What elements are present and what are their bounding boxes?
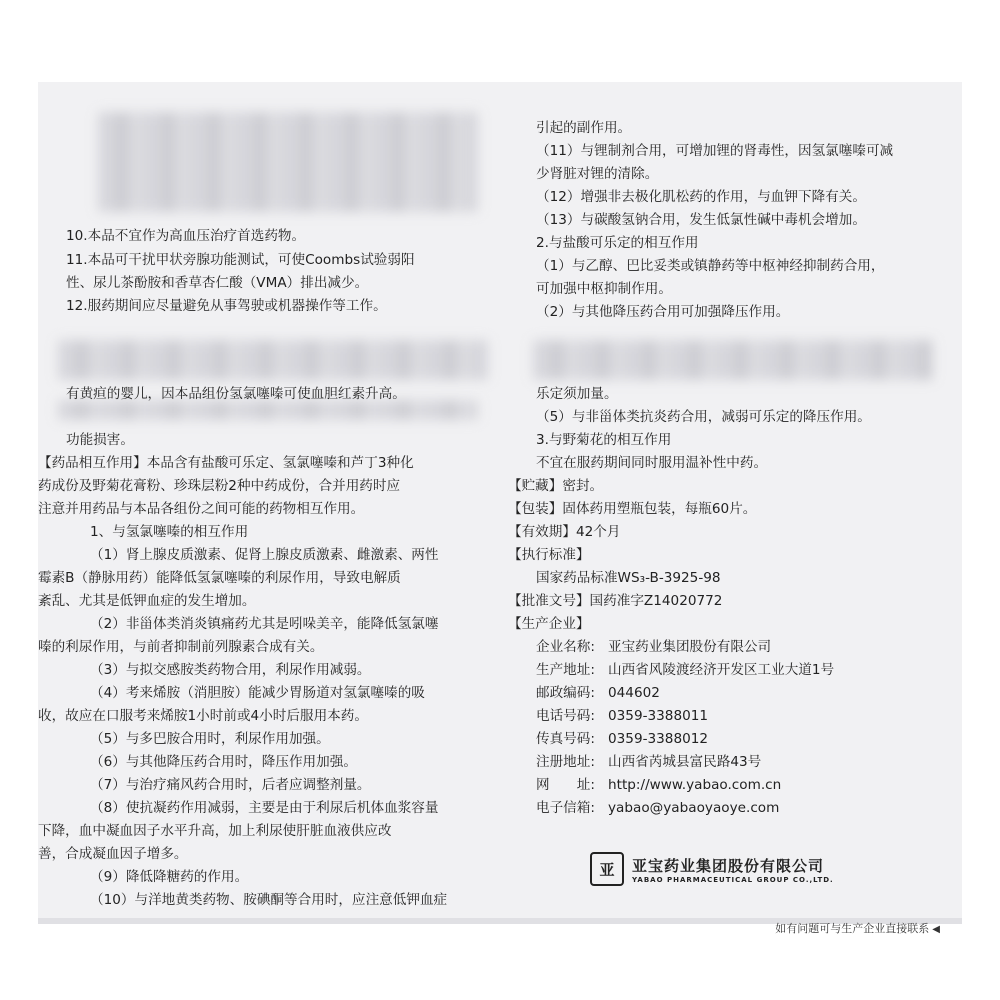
company-name-value: 亚宝药业集团股份有限公司	[608, 639, 772, 655]
text-line: （5）与多巴胺合用时，利尿作用加强。	[90, 731, 330, 747]
reg-address-value: 山西省芮城县富民路43号	[608, 754, 762, 770]
text-line: （6）与其他降压药合用时，降压作用加强。	[90, 754, 357, 770]
text-line: （10）与洋地黄类药物、胺碘酮等合用时，应注意低钾血症	[90, 892, 448, 908]
company-name-label: 企业名称:	[536, 639, 595, 655]
text-line: 不宜在服药期间同时服用温补性中药。	[536, 455, 768, 471]
tel-value: 0359-3388011	[608, 708, 709, 724]
reg-address-label: 注册地址:	[536, 754, 595, 770]
text-line: 善，合成凝血因子增多。	[38, 846, 188, 862]
text-line: （11）与锂制剂合用，可增加锂的肾毒性，因氢氯噻嗪可减	[536, 143, 894, 159]
standard-heading: 【执行标准】	[508, 547, 590, 563]
logo-name-en: YABAO PHARMACEUTICAL GROUP CO.,LTD.	[632, 875, 834, 884]
text-line: 11.本品可干扰甲状旁腺功能测试，可使Coombs试验弱阳	[66, 252, 415, 268]
blurred-region	[58, 340, 488, 380]
email-value: yabao@yabaoyaoye.com	[608, 800, 780, 816]
zip-label: 邮政编码:	[536, 685, 595, 701]
text-line: 嗪的利尿作用，与前者抑制前列腺素合成有关。	[38, 639, 324, 655]
address-value: 山西省风陵渡经济开发区工业大道1号	[608, 662, 835, 678]
expiry-line: 【有效期】42个月	[508, 524, 621, 540]
section-drug-interactions: 【药品相互作用】本品含有盐酸可乐定、氢氯噻嗪和芦丁3种化	[38, 455, 414, 471]
text-line: 1、与氢氯噻嗪的相互作用	[90, 524, 249, 540]
fax-value: 0359-3388012	[608, 731, 709, 747]
text-line: （7）与治疗痛风药合用时，后者应调整剂量。	[90, 777, 371, 793]
blurred-region	[533, 340, 933, 380]
zip-value: 044602	[608, 685, 660, 701]
text-line: 可加强中枢抑制作用。	[536, 281, 672, 297]
leaflet-sheet	[38, 82, 962, 924]
text-line: 药成份及野菊花膏粉、珍珠层粉2种中药成份，合并用药时应	[38, 478, 401, 494]
text-line: （2）非甾体类消炎镇痛药尤其是吲哚美辛，能降低氢氯噻	[90, 616, 439, 632]
text-line: （2）与其他降压药合用可加强降压作用。	[536, 304, 790, 320]
address-label: 生产地址:	[536, 662, 595, 678]
text-line: 注意并用药品与本品各组份之间可能的药物相互作用。	[38, 501, 365, 517]
text-line: 12.服药期间应尽量避免从事驾驶或机器操作等工作。	[66, 298, 387, 314]
text-line: （5）与非甾体类抗炎药合用，减弱可乐定的降压作用。	[536, 409, 871, 425]
text-line: 性、尿儿茶酚胺和香草杏仁酸（VMA）排出减少。	[66, 275, 369, 291]
website-value: http://www.yabao.com.cn	[608, 777, 782, 793]
approval-line: 【批准文号】国药准字Z14020772	[508, 593, 723, 609]
tel-label: 电话号码:	[536, 708, 595, 724]
company-logo	[590, 852, 834, 886]
text-line: 霉素B（静脉用药）能降低氢氯噻嗪的利尿作用，导致电解质	[38, 570, 401, 586]
blurred-region	[98, 112, 478, 212]
footer-note: 如有问题可与生产企业直接联系 ◀	[775, 922, 940, 935]
fax-label: 传真号码:	[536, 731, 595, 747]
website-label: 网 址:	[536, 777, 595, 793]
logo-name-cn: 亚宝药业集团股份有限公司	[632, 856, 825, 875]
text-line: （4）考来烯胺（消胆胺）能减少胃肠道对氢氯噻嗪的吸	[90, 685, 425, 701]
logo-mark-icon: 亚	[590, 852, 624, 886]
text-line: 10.本品不宜作为高血压治疗首选药物。	[66, 228, 306, 244]
email-label: 电子信箱:	[536, 800, 595, 816]
text-line: 乐定须加量。	[536, 386, 618, 402]
text-line: （9）降低降糖药的作用。	[90, 869, 249, 885]
triangle-left-icon: ◀	[932, 924, 940, 935]
manufacturer-heading: 【生产企业】	[508, 616, 590, 632]
text-line: （8）使抗凝药作用减弱，主要是由于利尿后机体血浆容量	[90, 800, 439, 816]
text-line: 功能损害。	[66, 432, 134, 448]
text-line: 少肾脏对锂的清除。	[536, 166, 659, 182]
text-line: 下降，血中凝血因子水平升高，加上利尿使肝脏血液供应改	[38, 823, 392, 839]
text-line: （12）增强非去极化肌松药的作用，与血钾下降有关。	[536, 189, 866, 205]
text-line: 引起的副作用。	[536, 120, 632, 136]
package-line: 【包装】固体药用塑瓶包装，每瓶60片。	[508, 501, 757, 517]
text-line: 3.与野菊花的相互作用	[536, 432, 672, 448]
text-line: 2.与盐酸可乐定的相互作用	[536, 235, 699, 251]
storage-line: 【贮藏】密封。	[508, 478, 604, 494]
text-line: （13）与碳酸氢钠合用，发生低氯性碱中毒机会增加。	[536, 212, 866, 228]
text-line: （1）肾上腺皮质激素、促肾上腺皮质激素、雌激素、两性	[90, 547, 439, 563]
standard-value: 国家药品标准WS₃-B-3925-98	[536, 570, 721, 586]
text-line: 紊乱、尤其是低钾血症的发生增加。	[38, 593, 256, 609]
text-line: 有黄疸的婴儿，因本品组份氢氯噻嗪可使血胆红素升高。	[66, 386, 406, 402]
text-line: 收，故应在口服考来烯胺1小时前或4小时后服用本药。	[38, 708, 368, 724]
text-line: （1）与乙醇、巴比妥类或镇静药等中枢神经抑制药合用，	[536, 258, 885, 274]
text-line: （3）与拟交感胺类药物合用，利尿作用减弱。	[90, 662, 371, 678]
